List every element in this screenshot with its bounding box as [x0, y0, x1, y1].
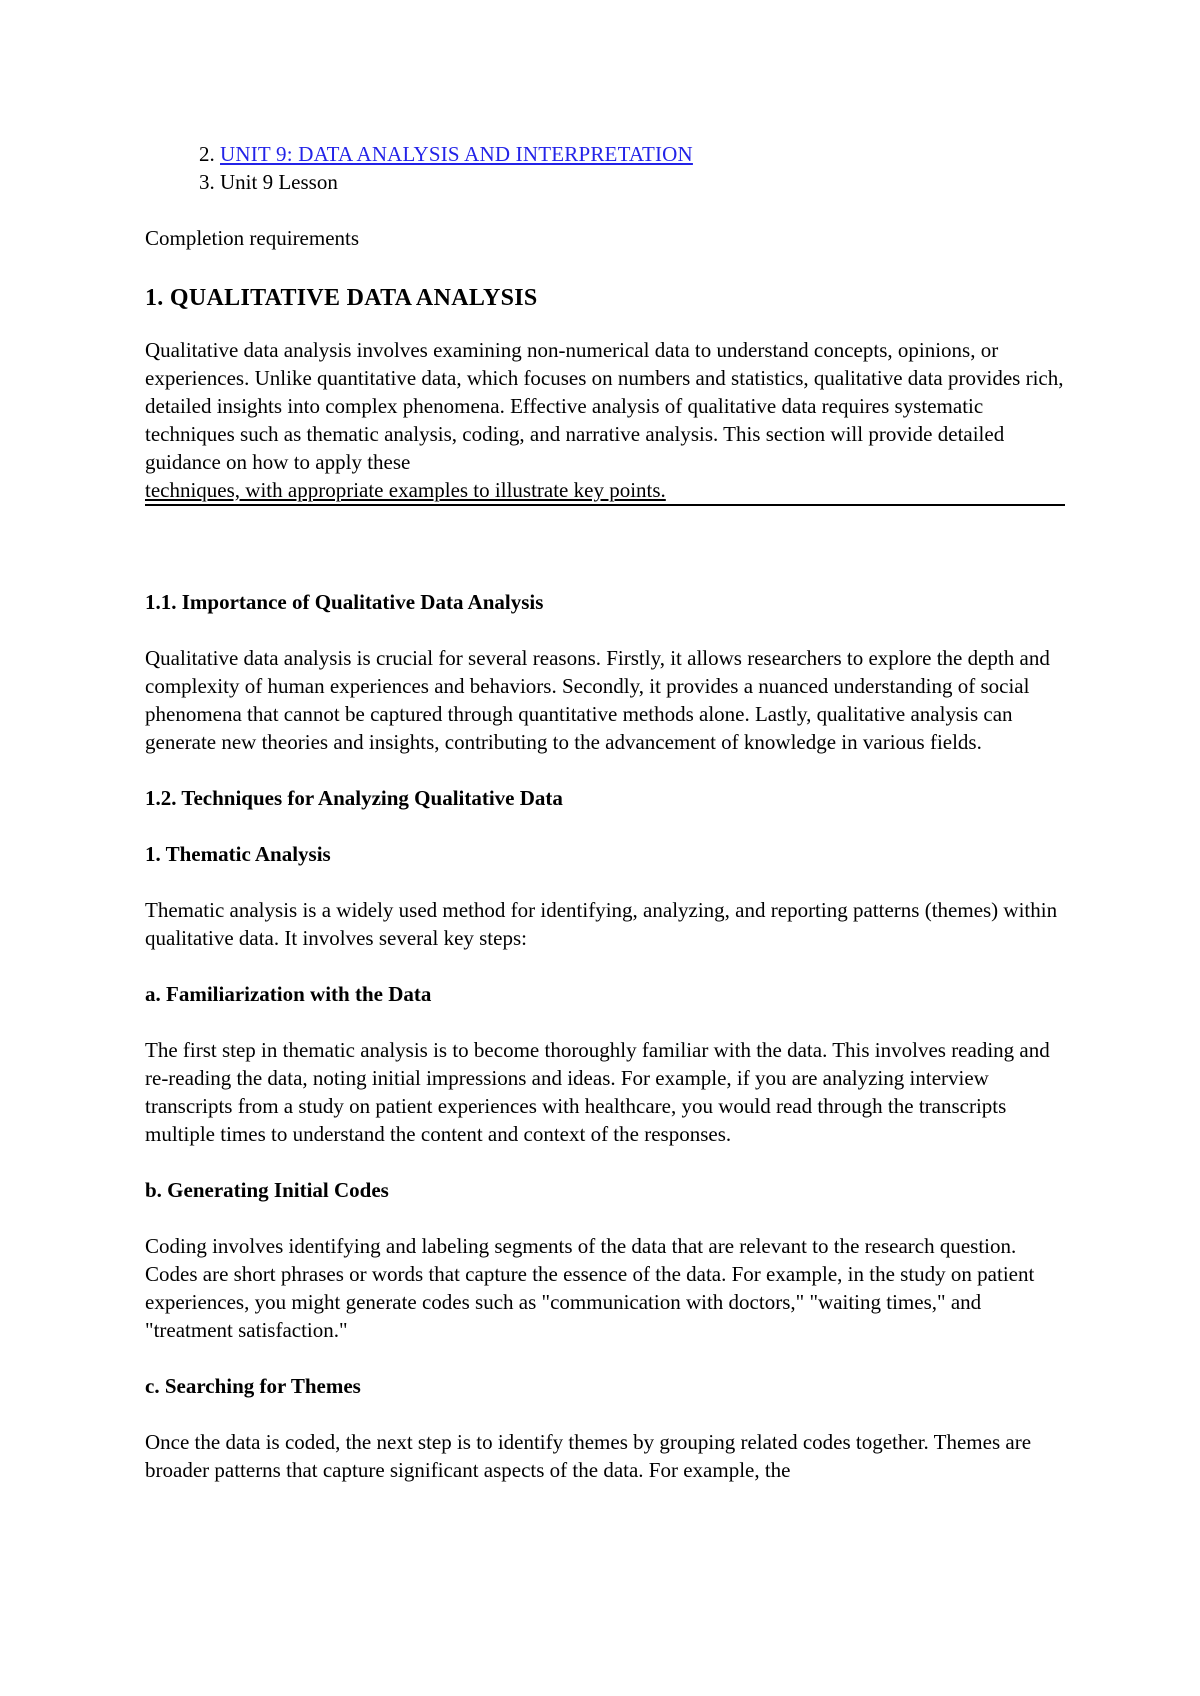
- breadcrumb: [145, 140, 1065, 196]
- breadcrumb-item-lesson: [220, 168, 1065, 196]
- initial-codes-body: Coding involves identifying and labeling segments of the data that are relevant to the research question. Codes are short phrases or words that capture the essence of the data. For example, in the study on patient experiences, you might generate codes such as "communication with doctors," "waiting times," and "treatment satisfaction.": [145, 1234, 1035, 1342]
- document-page: [145, 140, 1065, 1484]
- section-title: 1. QUALITATIVE DATA ANALYSIS: [145, 285, 538, 311]
- breadcrumb-current-lesson: Unit 9 Lesson: [220, 170, 338, 194]
- section-intro-last-line: techniques, with appropriate examples to illustrate key points.: [145, 478, 666, 502]
- importance-body: Qualitative data analysis is crucial for several reasons. Firstly, it allows researchers to explore the depth and complexity of human experiences and behaviors. Secondly, it provides a nuanced understanding of social phenomena that cannot be captured through quantitative methods alone. Lastly, qualitative analysis can generate new theories and insights, contributing to the advancement of knowledge in various fields.: [145, 646, 1050, 754]
- thematic-analysis-heading: 1. Thematic Analysis: [145, 842, 331, 866]
- section-intro-block: [145, 336, 1065, 506]
- searching-themes-heading: c. Searching for Themes: [145, 1374, 361, 1398]
- familiarization-heading: a. Familiarization with the Data: [145, 982, 432, 1006]
- thematic-analysis-body: Thematic analysis is a widely used method for identifying, analyzing, and reporting patterns (themes) within qualitative data. It involves several key steps:: [145, 898, 1058, 950]
- familiarization-body: The first step in thematic analysis is to become thoroughly familiar with the data. This involves reading and re-reading the data, noting initial impressions and ideas. For example, if you are analyzing interview transcripts from a study on patient experiences with healthcare, you would read through the transcripts multiple times to understand the content and context of the responses.: [145, 1038, 1050, 1146]
- techniques-heading: 1.2. Techniques for Analyzing Qualitative Data: [145, 786, 563, 810]
- searching-themes-body: Once the data is coded, the next step is to identify themes by grouping related codes together. Themes are broader patterns that capture significant aspects of the data. For example, the: [145, 1430, 1032, 1482]
- breadcrumb-link-unit-9[interactable]: UNIT 9: DATA ANALYSIS AND INTERPRETATION: [220, 142, 693, 166]
- section-intro-text: Qualitative data analysis involves examining non-numerical data to understand concepts, opinions, or experiences. Unlike quantitative data, which focuses on numbers and statistics, qualitative data provides rich, detailed insights into complex phenomena. Effective analysis of qualitative data requires systematic techniques such as thematic analysis, coding, and narrative analysis. This section will provide detailed guidance on how to apply these: [145, 338, 1064, 474]
- importance-heading: 1.1. Importance of Qualitative Data Analysis: [145, 590, 544, 614]
- breadcrumb-item-unit: [220, 140, 1065, 168]
- completion-requirements-label: Completion requirements: [145, 226, 360, 250]
- initial-codes-heading: b. Generating Initial Codes: [145, 1178, 389, 1202]
